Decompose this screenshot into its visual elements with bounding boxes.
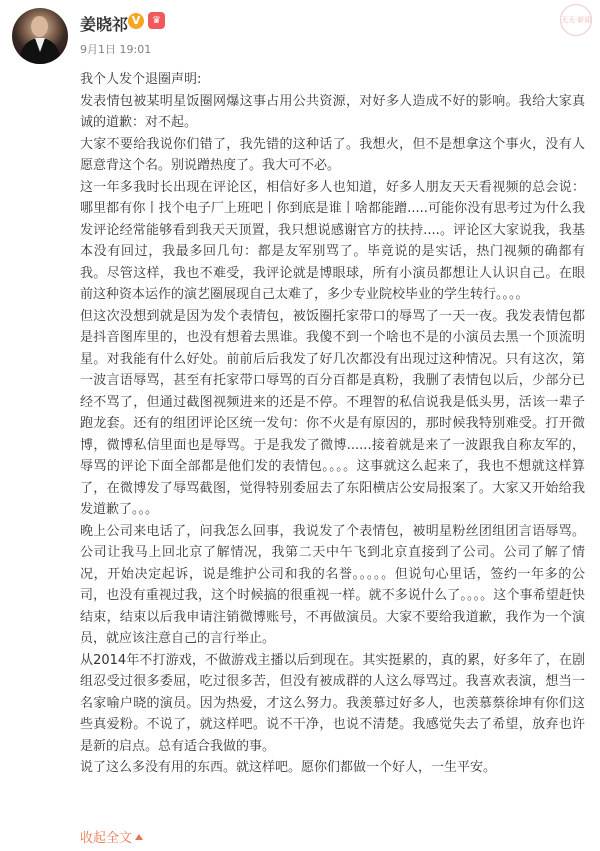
post-paragraph: 我个人发个退圈声明:	[80, 72, 202, 87]
post-paragraph: 晚上公司来电话了，问我怎么回事，我说发了个表情包，被明星粉丝团组团言语辱骂。公司让我马上回北京了解情况，我第二天中午飞到北京直接到了公司。公司了解了情况，开始决定起诉，说是维护公司和我的名誉。。。。。但说句心里话，签约一年多的公司，也没有重视过我，这个时候搞的很重视一样。就不多说什么了。。。。这个事希望赶快结束，结束以后我申请注销微博账号，不再做演员。大家不要给我道歉，我作为一个演员，就应该注意自己的言行举止。	[80, 523, 585, 646]
post-header	[0, 0, 600, 66]
collapse-label: 收起全文	[80, 831, 133, 846]
verified-icon: V	[128, 13, 144, 29]
post-paragraph: 发表情包被某明星饭圈网爆这事占用公共资源，对好多人造成不好的影响。我给大家真诚的道歉：对不起。	[80, 93, 585, 130]
vip-icon[interactable]: ♛	[148, 12, 165, 29]
avatar-face	[31, 16, 48, 37]
author-name[interactable]: 姜晓祁	[80, 15, 129, 34]
post-paragraph: 说了这么多没有用的东西。就这样吧。愿你们都做一个好人，一生平安。	[80, 760, 497, 775]
chevron-up-icon	[135, 834, 143, 840]
post-time[interactable]: 9月1日 19:01	[80, 43, 152, 56]
avatar[interactable]	[12, 8, 68, 64]
post-paragraph: 这一年多我时长出现在评论区，相信好多人也知道，好多人朋友天天看视频的总会说：哪里都有你丨找个电子厂上班吧丨你到底是谁丨啥都能蹭.....可能你没有思考过为什么我发评论经常能够看到我天天顶置，我只想说感谢官方的扶持....。评论区大家说我，我基本没有回过，我最多回几句：都是友军别骂了。毕竟说的是实话，热门视频的确都有我。尽管这样，我也不难受，我评论就是博眼球，所有小演员都想让人认识自己。在眼前这种资本运作的演艺圈展现自己太难了，多少专业院校毕业的学生转行。。。。	[80, 179, 585, 302]
post-paragraph: 大家不要给我说你们错了，我先错的这种话了。我想火，但不是想拿这个事火，没有人愿意背这个名。别说蹭热度了。我大可不必。	[80, 136, 585, 173]
collapse-full-text-link[interactable]	[80, 827, 143, 846]
post-paragraph: 从2014年不打游戏，不做游戏主播以后到现在。其实挺累的，真的累，好多年了，在剧组忍受过很多委屈，吃过很多苦，但没有被成群的人这么辱骂过。我喜欢表演，想当一名家喻户晓的演员。因为热爱，才这么努力。我羡慕过好多人，也羡慕蔡徐坤有你们这些真爱粉。不说了，就这样吧。说不干净，也说不清楚。我感觉失去了希望，放弃也许是新的启点。总有适合我做的事。	[80, 652, 585, 754]
post-body	[80, 69, 585, 779]
watermark-stamp: 天天·新闻	[560, 4, 592, 36]
post-paragraph: 但这次没想到就是因为发个表情包，被饭圈托家带口的辱骂了一天一夜。我发表情包都是抖音图库里的，也没有想着去黑谁。我傻不到一个啥也不是的小演员去黑一个顶流明星。对我能有什么好处。前前后后我发了好几次都没有出现过这种情况。只有这次，第一波言语辱骂，甚至有托家带口辱骂的百分百都是真粉，我删了表情包以后，少部分已经不骂了，但通过截图视频进来的还是不停。不理智的私信说我是低头男，活该一辈子跑龙套。还有的组团评论区统一发句：你不火是有原因的，那时候我特别难受。打开微博，微博私信里面也是辱骂。于是我发了微博......接着就是来了一波跟我自称友军的，辱骂的评论下面全部都是他们发的表情包。。。。这事就这么起来了，我也不想就这样算了，在微博发了辱骂截图，觉得特别委屈去了东阳横店公安局报案了。大家又开始给我发道歉了。。。	[80, 308, 585, 517]
